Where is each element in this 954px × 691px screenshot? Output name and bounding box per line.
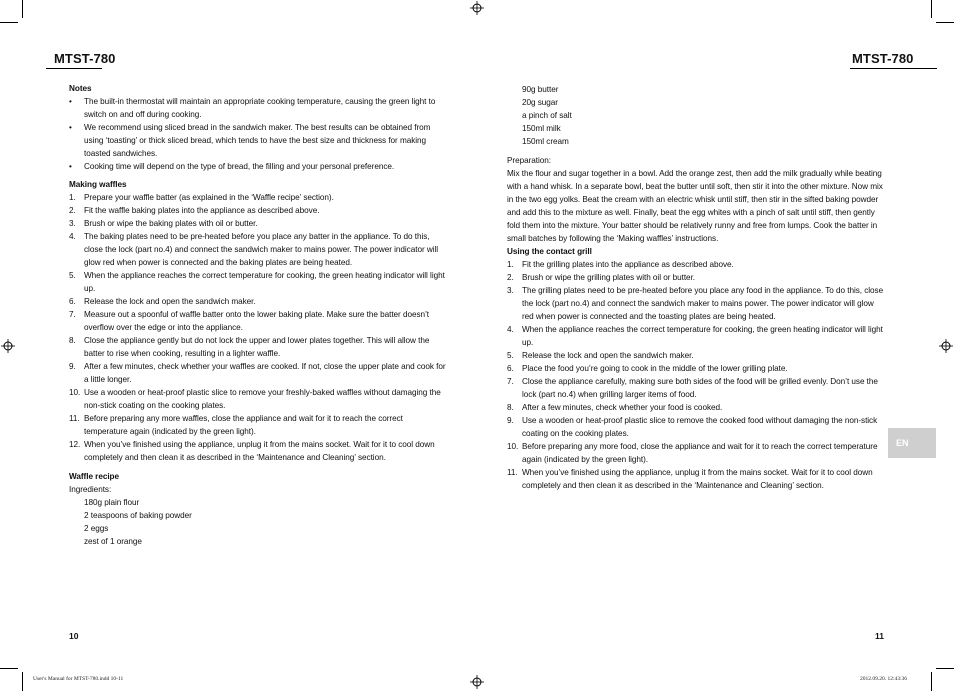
step-item: [69, 230, 447, 269]
crop-mark: [22, 672, 23, 691]
step-text: When the appliance reaches the correct temperature for cooking, the green heating indicator will light up.: [84, 271, 445, 293]
ingredient-item: zest of 1 orange: [84, 537, 142, 546]
step-item: [69, 438, 447, 464]
step-text: Use a wooden or heat-proof plastic slice to remove the cooked food without damaging the non-stick coating on the cooking plates.: [522, 416, 878, 438]
step-text: Brush or wipe the grilling plates with oil or butter.: [522, 273, 696, 282]
step-text: Brush or wipe the baking plates with oil or butter.: [84, 219, 258, 228]
step-number: 9.: [507, 416, 514, 425]
step-number: 8.: [507, 403, 514, 412]
step-number: 9.: [69, 362, 76, 371]
step-item: [507, 440, 887, 466]
crop-mark: [936, 22, 954, 23]
model-title-right: MTST-780: [852, 51, 914, 66]
step-text: When you’ve finished using the appliance, unplug it from the mains socket. Wait for it to cool down completely and then clean it as described in the ‘Maintenance and Cleaning’ section.: [84, 440, 435, 462]
ingredient-item: 2 teaspoons of baking powder: [84, 511, 192, 520]
header-rule-left: [46, 68, 102, 69]
step-text: When the appliance reaches the correct temperature for cooking, the green heating indicator will light up.: [522, 325, 883, 347]
making-waffles-heading: Making waffles: [69, 180, 127, 189]
step-item: [507, 271, 887, 284]
step-text: Fit the grilling plates into the appliance as described above.: [522, 260, 734, 269]
step-text: Measure out a spoonful of waffle batter onto the lower baking plate. Make sure the batter doesn’t overflow over the edge or into the appliance.: [84, 310, 430, 332]
ingredient-item: 180g plain flour: [84, 498, 140, 507]
registration-mark-icon: [939, 339, 953, 353]
model-title-left: MTST-780: [54, 51, 116, 66]
step-number: 11.: [507, 468, 518, 477]
step-number: 8.: [69, 336, 76, 345]
step-text: When you’ve finished using the appliance, unplug it from the mains socket. Wait for it to cool down completely and then clean it as described in the ‘Maintenance and Cleaning’ section.: [522, 468, 873, 490]
ingredient-item: 150ml cream: [522, 137, 569, 146]
step-text: The baking plates need to be pre-heated before you place any batter in the appliance. To do this, close the lock (part no.4) and connect the sandwich maker to mains power. The power indicator will glow red when power is connected and the baking plates are being heated.: [84, 232, 439, 267]
step-number: 3.: [69, 219, 76, 228]
step-number: 4.: [507, 325, 514, 334]
step-text: After a few minutes, check whether your waffles are cooked. If not, close the upper plate and cook for a little longer.: [84, 362, 446, 384]
step-item: [507, 349, 887, 362]
preparation-text: Mix the flour and sugar together in a bowl. Add the orange zest, then add the milk gradually while beating with a hand whisk. In a separate bowl, beat the butter until soft, then stir it into the other mixture. Now mix in the two egg yolks. Beat the cream with an electric whisk until stiff, then stir in the sifted baking powder and add this to the mixture as well. Finally, beat the egg whites with a pinch of salt until stiff, then gently fold them into the mixture. Your batter should be relatively runny and free from lumps. Cook the batter in small batches by following the ‘Making waffles’ instructions.: [507, 169, 883, 243]
ingredient-item: 150ml milk: [522, 124, 561, 133]
ingredient-item: 20g sugar: [522, 98, 558, 107]
crop-mark: [22, 0, 23, 18]
crop-mark: [0, 22, 18, 23]
step-text: Place the food you’re going to cook in the middle of the lower grilling plate.: [522, 364, 788, 373]
crop-mark: [931, 0, 932, 18]
step-item: [507, 375, 887, 401]
step-item: [507, 284, 887, 323]
step-text: Before preparing any more food, close the appliance and wait for it to reach the correct temperature again (indicated by the green light).: [522, 442, 878, 464]
ingredients-label: Ingredients:: [69, 485, 112, 494]
step-text: Release the lock and open the sandwich maker.: [84, 297, 256, 306]
step-number: 10.: [507, 442, 519, 451]
note-item: • Cooking time will depend on the type of bread, the filling and your personal preference.: [69, 160, 447, 173]
step-item: [507, 323, 887, 349]
step-item: [507, 362, 887, 375]
page-number-left: 10: [69, 631, 79, 641]
preparation-label: Preparation:: [507, 156, 552, 165]
step-item: [69, 334, 447, 360]
step-number: 2.: [507, 273, 514, 282]
step-number: 12.: [69, 440, 81, 449]
step-number: 1.: [507, 260, 514, 269]
timestamp-slug: 2012.09.20. 12:43:36: [860, 676, 908, 682]
language-tab: EN: [888, 428, 936, 458]
ingredient-item: 90g butter: [522, 85, 559, 94]
step-item: [69, 295, 447, 308]
header-rule-right: [850, 68, 937, 69]
crop-mark: [0, 668, 18, 669]
waffle-steps-list: [69, 191, 447, 464]
crop-mark: [931, 672, 932, 691]
step-text: Fit the waffle baking plates into the appliance as described above.: [84, 206, 320, 215]
step-number: 7.: [69, 310, 76, 319]
registration-mark-icon: [470, 1, 484, 15]
ingredient-item: a pinch of salt: [522, 111, 572, 120]
step-text: Close the appliance carefully, making sure both sides of the food will be grilled evenly. Don’t use the lock (part no.4) when grilling larger items of food.: [522, 377, 878, 399]
right-page-column: [507, 83, 887, 492]
step-item: [69, 386, 447, 412]
left-page-column: [69, 82, 447, 548]
step-item: [69, 269, 447, 295]
step-number: 4.: [69, 232, 76, 241]
step-number: 6.: [69, 297, 76, 306]
page-number-right: 11: [875, 631, 884, 641]
step-number: 5.: [69, 271, 76, 280]
crop-mark: [936, 668, 954, 669]
grill-steps-list: [507, 258, 887, 492]
registration-mark-icon: [470, 675, 484, 689]
contact-grill-heading: Using the contact grill: [507, 247, 592, 256]
step-text: Release the lock and open the sandwich maker.: [522, 351, 694, 360]
step-number: 7.: [507, 377, 514, 386]
step-text: Close the appliance gently but do not lock the upper and lower plates together. This will allow the batter to rise when cooking, resulting in a lighter waffle.: [84, 336, 430, 358]
step-number: 11.: [69, 414, 80, 423]
step-text: The grilling plates need to be pre-heated before you place any food in the appliance. To do this, close the lock (part no.4) and connect the sandwich maker to mains power. The power indicator will glow red when power is connected and the toasting plates are being heated.: [522, 286, 884, 321]
registration-mark-icon: [1, 339, 15, 353]
step-text: Before preparing any more waffles, close the appliance and wait for it to reach the correct temperature again (indicated by the green light).: [84, 414, 403, 436]
step-item: [69, 191, 447, 204]
step-number: 6.: [507, 364, 514, 373]
note-item: • We recommend using sliced bread in the sandwich maker. The best results can be obtained from using ‘toasting’ or thick sliced bread, which tends to have the best size and thickness for making toasted sandwiches.: [69, 121, 447, 160]
step-item: [507, 466, 887, 492]
step-item: [507, 401, 887, 414]
step-text: After a few minutes, check whether your food is cooked.: [522, 403, 723, 412]
file-slug: User's Manual for MTST-780.indd 10-11: [33, 676, 124, 682]
step-number: 2.: [69, 206, 76, 215]
step-item: [507, 258, 887, 271]
step-item: [69, 412, 447, 438]
step-number: 10.: [69, 388, 81, 397]
step-number: 3.: [507, 286, 514, 295]
step-item: [507, 414, 887, 440]
step-text: Prepare your waffle batter (as explained in the ‘Waffle recipe’ section).: [84, 193, 334, 202]
ingredient-item: 2 eggs: [84, 524, 109, 533]
step-number: 1.: [69, 193, 76, 202]
step-item: [69, 360, 447, 386]
waffle-recipe-heading: Waffle recipe: [69, 472, 120, 481]
step-number: 5.: [507, 351, 514, 360]
step-item: [69, 217, 447, 230]
step-text: Use a wooden or heat-proof plastic slice to remove your freshly-baked waffles without damaging the non-stick coating on the cooking plates.: [84, 388, 441, 410]
step-item: [69, 204, 447, 217]
note-item: • The built-in thermostat will maintain an appropriate cooking temperature, causing the green light to switch on and off during cooking.: [69, 95, 447, 121]
step-item: [69, 308, 447, 334]
notes-heading: Notes: [69, 84, 92, 93]
